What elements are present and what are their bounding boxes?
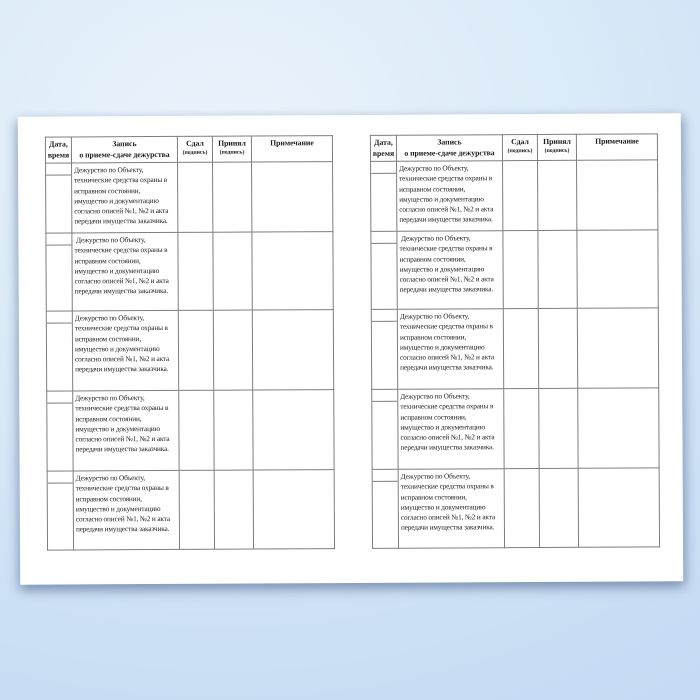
- record-cell: [397, 161, 503, 232]
- duty-record-text: Дежурство по Объекту, технические средства охраны в исправном состоянии, имущество и документацию согласно описей №1, №2 и акта передачи имущества заказчика.: [399, 311, 495, 373]
- header-date-time: [45, 137, 71, 163]
- handed-signature-cell: [504, 389, 539, 469]
- header-record: [396, 135, 502, 162]
- record-cell: [73, 390, 179, 471]
- handed-signature-cell: [178, 232, 213, 310]
- header-date-time-label: Дата, время: [372, 137, 395, 158]
- date-time-cell: [47, 471, 73, 550]
- date-time-cell: [372, 469, 398, 548]
- signature-caption: (подпись): [219, 149, 245, 156]
- accepted-signature-cell: [538, 308, 577, 388]
- header-note-label: Примечание: [595, 136, 639, 146]
- duty-log-table-right: [370, 133, 660, 549]
- note-cell: [578, 468, 659, 547]
- header-accepted: [212, 136, 251, 162]
- accepted-signature-cell: [214, 390, 253, 470]
- handed-signature-cell: [503, 161, 538, 231]
- signature-caption: (подпись): [544, 147, 570, 154]
- duty-row: [371, 308, 658, 390]
- handed-signature-cell: [503, 231, 538, 309]
- duty-row: [372, 468, 659, 549]
- record-cell: [72, 162, 178, 233]
- duty-record-text: Дежурство по Объекту, технические средства охраны в исправном состоянии, имущество и документацию согласно описей №1, №2 и акта передачи имущества заказчика.: [400, 471, 495, 533]
- duty-row: [46, 162, 333, 234]
- header-handed-over: [502, 135, 537, 161]
- date-subcell: [372, 390, 397, 402]
- note-cell: [252, 310, 333, 390]
- note-cell: [253, 390, 334, 470]
- accepted-signature-cell: [539, 388, 578, 468]
- date-subcell: [47, 311, 72, 323]
- accepted-signature-cell: [214, 470, 253, 549]
- record-cell: [398, 389, 504, 470]
- signature-caption: (подпись): [507, 147, 533, 154]
- journal-spread: [18, 113, 683, 584]
- header-date-time-label: Дата, время: [47, 139, 70, 160]
- header-record-label: Запись о приеме-сдаче дежурства: [79, 139, 170, 159]
- date-time-cell: [46, 233, 72, 311]
- note-cell: [252, 162, 333, 232]
- date-subcell: [47, 391, 72, 403]
- record-cell: [397, 309, 503, 390]
- duty-record-text: Дежурство по Объекту, технические средства охраны в исправном состоянии, имущество и документацию согласно описей №1, №2 и акта передачи имущества заказчика.: [399, 163, 494, 225]
- record-cell: [73, 470, 179, 550]
- duty-record-text: Дежурство по Объекту, технические средства охраны в исправном состоянии, имущество и документацию согласно описей №1, №2 и акта передачи имущества заказчика.: [400, 391, 495, 453]
- header-note: [576, 134, 657, 160]
- note-cell: [252, 232, 333, 310]
- date-time-cell: [371, 231, 397, 309]
- accepted-signature-cell: [213, 162, 252, 232]
- record-cell: [72, 310, 178, 391]
- date-subcell: [372, 310, 397, 322]
- duty-row: [371, 230, 658, 310]
- header-handed-over: [177, 136, 212, 162]
- record-cell: [72, 232, 178, 311]
- note-cell: [577, 230, 658, 308]
- date-subcell: [46, 233, 71, 245]
- note-cell: [253, 470, 334, 549]
- note-cell: [578, 388, 659, 468]
- date-subcell: [371, 162, 396, 174]
- table-header-row: [45, 136, 332, 164]
- header-accepted-label: Принял: [218, 138, 246, 148]
- duty-record-text: Дежурство по Объекту, технические средства охраны в исправном состоянии, имущество и документацию согласно описей №1, №2 и акта передачи имущества заказчика.: [399, 233, 494, 295]
- date-subcell: [373, 470, 398, 482]
- duty-row: [47, 390, 334, 472]
- note-cell: [577, 308, 658, 388]
- accepted-signature-cell: [538, 160, 577, 230]
- accepted-signature-cell: [213, 232, 252, 310]
- date-time-cell: [47, 391, 73, 471]
- header-date-time: [370, 135, 396, 161]
- header-accepted: [537, 134, 576, 160]
- duty-row: [47, 470, 334, 551]
- handed-signature-cell: [504, 469, 539, 548]
- handed-signature-cell: [178, 310, 213, 390]
- accepted-signature-cell: [538, 230, 577, 308]
- record-cell: [397, 231, 503, 310]
- header-handed-over-label: Сдал: [186, 138, 204, 148]
- header-record-label: Запись о приеме-сдаче дежурства: [404, 137, 495, 158]
- date-subcell: [48, 471, 73, 483]
- signature-caption: (подпись): [182, 149, 208, 156]
- duty-log-table-left: [45, 135, 335, 551]
- duty-row: [46, 310, 333, 392]
- accepted-signature-cell: [539, 468, 578, 547]
- date-time-cell: [46, 163, 72, 233]
- date-subcell: [371, 232, 396, 244]
- record-cell: [398, 469, 504, 549]
- note-cell: [577, 160, 658, 230]
- duty-record-text: Дежурство по Объекту, технические средства охраны в исправном состоянии, имущество и документацию согласно описей №1, №2 и акта передачи имущества заказчика.: [74, 165, 169, 226]
- duty-row: [46, 232, 333, 312]
- header-note: [251, 136, 332, 162]
- header-record: [71, 136, 177, 163]
- duty-record-text: Дежурство по Объекту, технические средства охраны в исправном состоянии, имущество и документацию согласно описей №1, №2 и акта передачи имущества заказчика.: [74, 235, 169, 296]
- handed-signature-cell: [179, 470, 214, 549]
- header-note-label: Примечание: [270, 138, 314, 148]
- duty-record-text: Дежурство по Объекту, технические средства охраны в исправном состоянии, имущество и документацию согласно описей №1, №2 и акта передачи имущества заказчика.: [74, 313, 170, 374]
- accepted-signature-cell: [213, 310, 252, 390]
- table-header-row: [370, 134, 657, 162]
- date-time-cell: [372, 389, 398, 469]
- handed-signature-cell: [179, 390, 214, 470]
- handed-signature-cell: [178, 162, 213, 232]
- date-subcell: [46, 163, 71, 175]
- duty-record-text: Дежурство по Объекту, технические средства охраны в исправном состоянии, имущество и документацию согласно описей №1, №2 и акта передачи имущества заказчика.: [75, 473, 170, 534]
- date-time-cell: [371, 161, 397, 231]
- header-accepted-label: Принял: [543, 136, 571, 146]
- date-time-cell: [46, 311, 72, 391]
- header-handed-over-label: Сдал: [511, 137, 529, 147]
- date-time-cell: [371, 309, 397, 389]
- duty-row: [371, 160, 658, 232]
- duty-row: [372, 388, 659, 470]
- duty-record-text: Дежурство по Объекту, технические средства охраны в исправном состоянии, имущество и документацию согласно описей №1, №2 и акта передачи имущества заказчика.: [75, 393, 170, 454]
- handed-signature-cell: [503, 309, 538, 389]
